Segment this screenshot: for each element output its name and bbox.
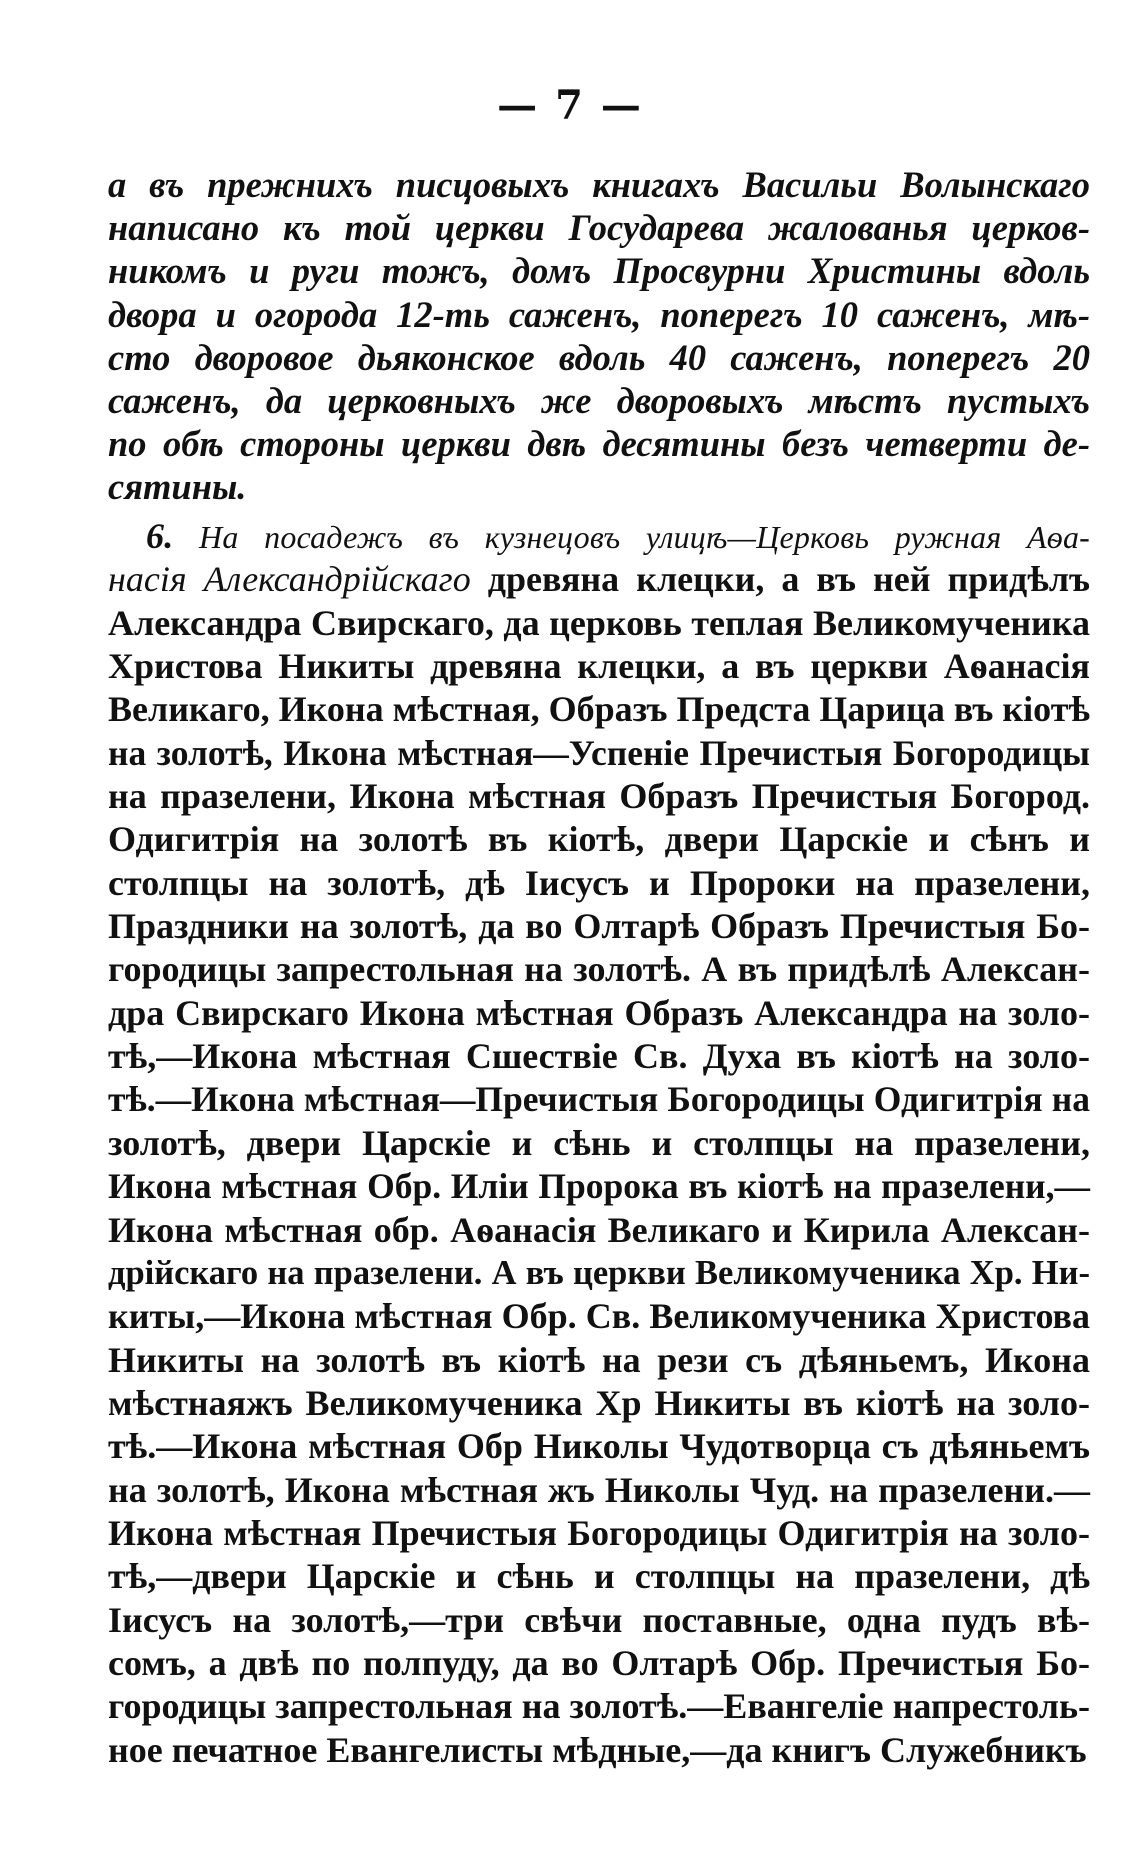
entry-paragraph	[108, 515, 1090, 1772]
text-line: киты,—Икона мѣстная Обр. Св. Великомученика Христова	[108, 1296, 1090, 1337]
text-line: дрійскаго на празелени. А въ церкви Великомученика Хр. Ни-	[108, 1253, 1090, 1292]
text-line: дра Свирскаго Икона мѣстная Образъ Александра на золо-	[108, 992, 1090, 1033]
text-line: сомъ, а двѣ по полпуду, да во Олтарѣ Обр. Пречистыя Бо-	[108, 1642, 1090, 1683]
text-line: Великаго, Икона мѣстная, Образъ Предста Царица въ кіотѣ	[108, 689, 1090, 730]
text-line: ное печатное Евангелисты мѣдные,—да книгъ Служебникъ	[108, 1729, 1087, 1770]
text-line: Икона мѣстная Обр. Иліи Пророка въ кіотѣ на празелени,—	[108, 1166, 1090, 1207]
text-line: Икона мѣстная обр. Аѳанасія Великаго и Кирила Алексан-	[108, 1209, 1090, 1250]
text-line: золотѣ, двери Царскіе и сѣнь и столпцы на празелени,	[108, 1122, 1090, 1163]
text-line: тѣ,—Икона мѣстная Сшествіе Св. Духа въ кіотѣ на золо-	[108, 1036, 1090, 1077]
text-line: тѣ,—двери Царскіе и сѣнь и столпцы на празелени, дѣ	[108, 1556, 1090, 1597]
text-line: тѣ.—Икона мѣстная—Пречистыя Богородицы Одигитрія на	[108, 1079, 1090, 1120]
text-line: саженъ, да церковныхъ же дворовыхъ мѣстъ пустыхъ	[108, 379, 1090, 421]
text-line: Никиты на золотѣ въ кіотѣ на рези съ дѣяньемъ, Икона	[108, 1339, 1090, 1380]
text-line: на празелени, Икона мѣстная Образъ Пречистыя Богород.	[108, 776, 1090, 817]
text-line: на золотѣ, Икона мѣстная жъ Николы Чуд. на празелени.—	[108, 1469, 1090, 1510]
text-line: Праздники на золотѣ, да во Олтарѣ Образъ Пречистыя Бо-	[108, 906, 1090, 947]
text-line: Икона мѣстная Пречистыя Богородицы Одигитрія на золо-	[108, 1512, 1090, 1553]
text-line: городицы запрестольная на золотѣ.—Евангеліе напрестоль-	[108, 1686, 1090, 1727]
page-number: — 7 —	[497, 82, 643, 129]
text-line: никомъ и руги тожъ, домъ Просвурни Христины вдоль	[108, 250, 1090, 292]
entry-second-line-text: древяна клецки, а въ ней придѣлъ	[487, 559, 1091, 600]
text-line: столпцы на золотѣ, дѣ Іисусъ и Пророки на празелени,	[108, 862, 1090, 903]
entry-church-name: насія Александрійскаго	[108, 559, 471, 600]
text-line: Іисусъ на золотѣ,—три свѣчи поставные, одна пудъ вѣ-	[108, 1599, 1090, 1640]
italic-paragraph	[108, 163, 1090, 509]
text-line: мѣстнаяжъ Великомученика Хр Никиты въ кіотѣ на золо-	[108, 1382, 1090, 1423]
entry-heading-line	[108, 515, 1090, 558]
text-line: по обѣ стороны церкви двѣ десятины безъ четверти де-	[108, 423, 1090, 465]
text-line: городицы запрестольная на золотѣ. А въ придѣлѣ Алексан-	[108, 949, 1090, 990]
text-line: тѣ.—Икона мѣстная Обр Николы Чудотворца съ дѣяньемъ	[108, 1426, 1090, 1467]
entry-second-line	[108, 558, 1090, 601]
text-line: Одигитрія на золотѣ въ кіотѣ, двери Царскіе и сѣнъ и	[108, 819, 1090, 860]
text-line: сятины.	[108, 466, 247, 508]
text-line: на золотѣ, Икона мѣстная—Успеніе Пречистыя Богородицы	[108, 732, 1090, 773]
entry-heading-italic: На посадежъ въ кузнецовъ улицѣ—Церковь ружная Аѳа-	[199, 519, 1091, 555]
text-line: сто дворовое дьяконское вдоль 40 саженъ, поперегъ 20	[108, 336, 1090, 378]
text-line: написано къ той церкви Государева жалованья церков-	[108, 207, 1090, 249]
entry-number: 6.	[146, 516, 174, 556]
text-line: Александра Свирскаго, да церковь теплая Великомученика	[108, 602, 1090, 643]
text-line: а въ прежнихъ писцовыхъ книгахъ Васильи Волынскаго	[108, 164, 1090, 205]
text-line: Христова Никиты древяна клецки, а въ церкви Аѳанасія	[108, 646, 1090, 687]
text-line: двора и огорода 12-ть саженъ, поперегъ 10 саженъ, мѣ-	[108, 293, 1090, 335]
